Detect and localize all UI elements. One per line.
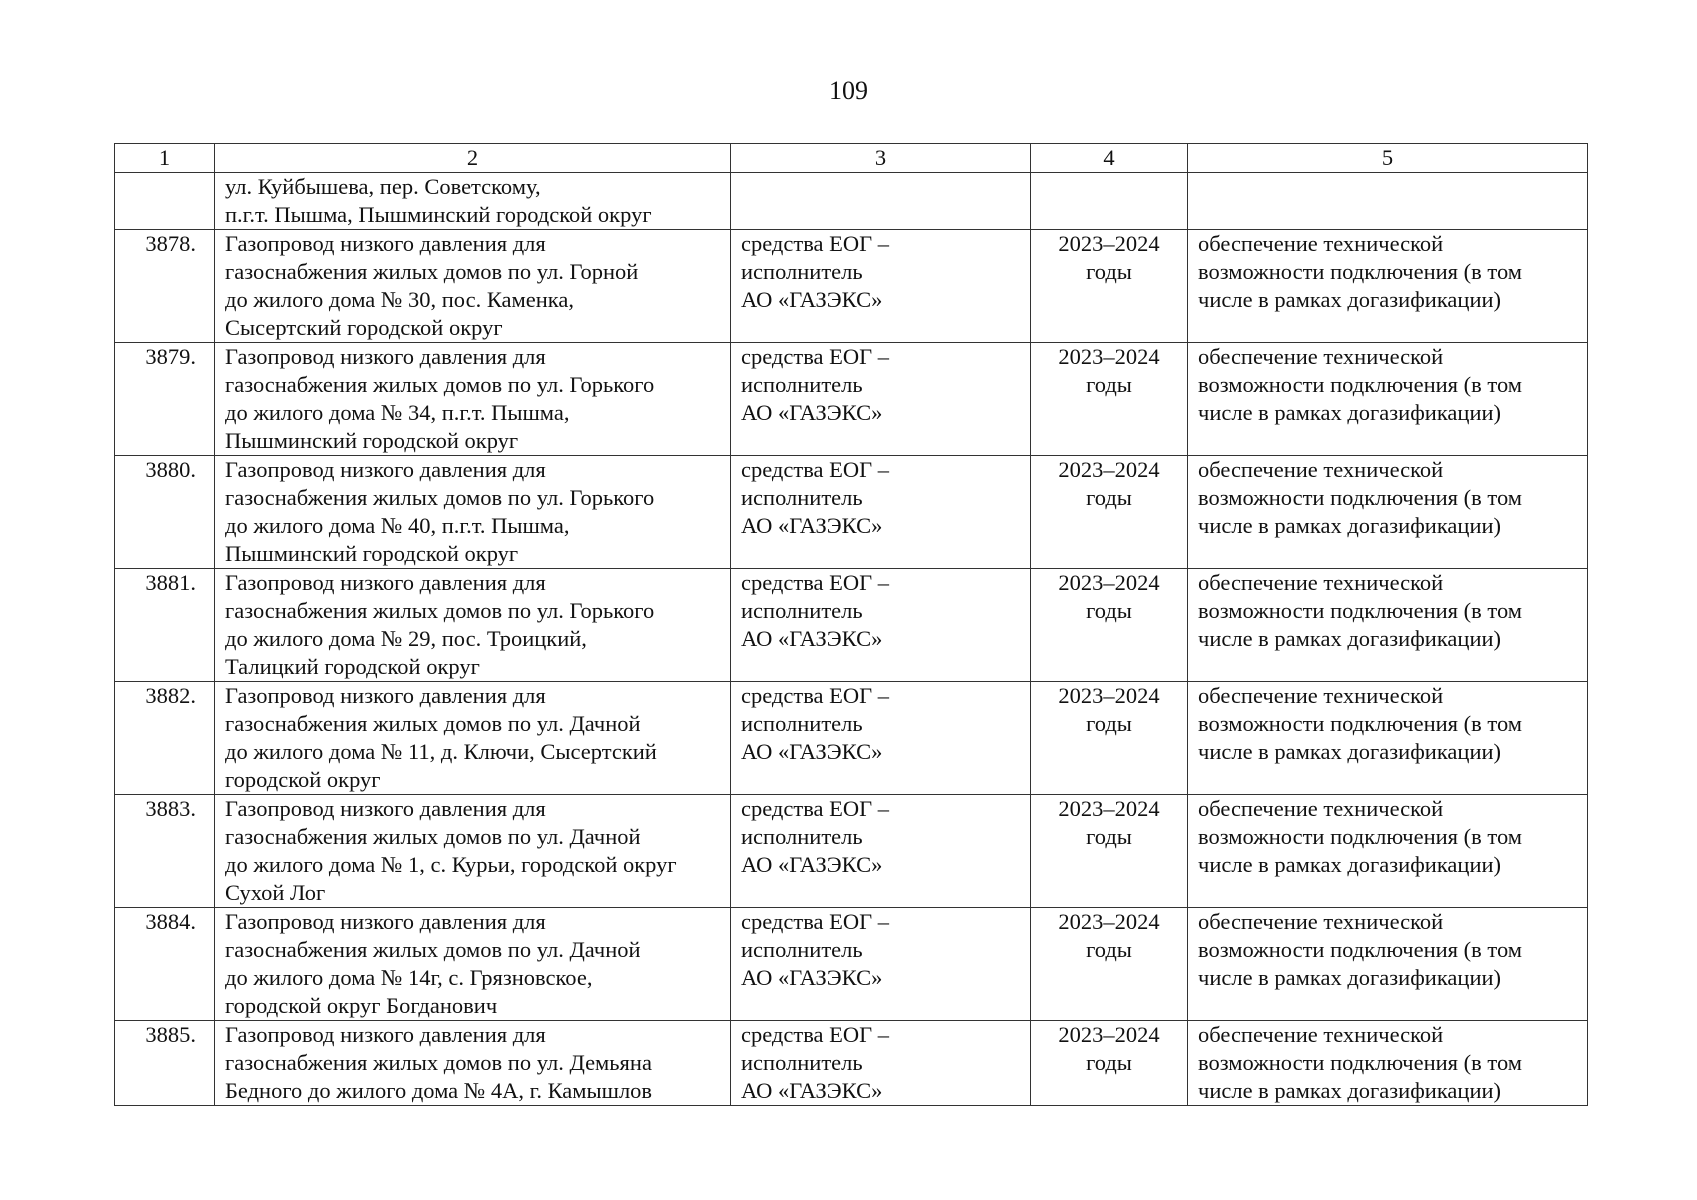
page-number: 109 — [829, 76, 868, 105]
object-name-cell: Газопровод низкого давления для газоснабжения жилых домов по ул. Горького до жилого дома № 29, пос. Троицкий, Талицкий городской округ — [215, 569, 731, 682]
purpose-cell: обеспечение технической возможности подключения (в том числе в рамках догазификации) — [1188, 569, 1588, 682]
funding-source-cell: средства ЕОГ – исполнитель АО «ГАЗЭКС» — [731, 795, 1031, 908]
gas-pipeline-table — [114, 143, 1588, 1106]
object-name-cell: Газопровод низкого давления для газоснабжения жилых домов по ул. Дачной до жилого дома № 11, д. Ключи, Сысертский городской округ — [215, 682, 731, 795]
object-name-cell: Газопровод низкого давления для газоснабжения жилых домов по ул. Горького до жилого дома № 40, п.г.т. Пышма, Пышминский городской округ — [215, 456, 731, 569]
purpose-cell: обеспечение технической возможности подключения (в том числе в рамках догазификации) — [1188, 682, 1588, 795]
row-number-cell: 3880. — [115, 456, 215, 569]
purpose-cell: обеспечение технической возможности подключения (в том числе в рамках догазификации) — [1188, 908, 1588, 1021]
purpose-cell — [1188, 173, 1588, 230]
funding-source-cell: средства ЕОГ – исполнитель АО «ГАЗЭКС» — [731, 682, 1031, 795]
row-number-cell: 3884. — [115, 908, 215, 1021]
funding-source-cell: средства ЕОГ – исполнитель АО «ГАЗЭКС» — [731, 1021, 1031, 1106]
purpose-cell: обеспечение технической возможности подключения (в том числе в рамках догазификации) — [1188, 230, 1588, 343]
period-cell: 2023–2024 годы — [1031, 569, 1188, 682]
row-number-cell: 3883. — [115, 795, 215, 908]
funding-source-cell: средства ЕОГ – исполнитель АО «ГАЗЭКС» — [731, 230, 1031, 343]
period-cell: 2023–2024 годы — [1031, 456, 1188, 569]
table-row — [115, 456, 1588, 569]
column-header: 2 — [215, 144, 731, 173]
purpose-cell: обеспечение технической возможности подключения (в том числе в рамках догазификации) — [1188, 1021, 1588, 1106]
table-row — [115, 795, 1588, 908]
funding-source-cell — [731, 173, 1031, 230]
funding-source-cell: средства ЕОГ – исполнитель АО «ГАЗЭКС» — [731, 908, 1031, 1021]
purpose-cell: обеспечение технической возможности подключения (в том числе в рамках догазификации) — [1188, 795, 1588, 908]
period-cell: 2023–2024 годы — [1031, 1021, 1188, 1106]
column-header: 4 — [1031, 144, 1188, 173]
column-number-row — [115, 144, 1588, 173]
funding-source-cell: средства ЕОГ – исполнитель АО «ГАЗЭКС» — [731, 569, 1031, 682]
object-name-cell: Газопровод низкого давления для газоснабжения жилых домов по ул. Дачной до жилого дома № 1, с. Курьи, городской округ Сухой Лог — [215, 795, 731, 908]
period-cell: 2023–2024 годы — [1031, 682, 1188, 795]
table-row — [115, 230, 1588, 343]
period-cell — [1031, 173, 1188, 230]
column-header: 1 — [115, 144, 215, 173]
continuation-row — [115, 173, 1588, 230]
object-name-cell: Газопровод низкого давления для газоснабжения жилых домов по ул. Горной до жилого дома № 30, пос. Каменка, Сысертский городской округ — [215, 230, 731, 343]
object-name-cell: ул. Куйбышева, пер. Советскому, п.г.т. Пышма, Пышминский городской округ — [215, 173, 731, 230]
object-name-cell: Газопровод низкого давления для газоснабжения жилых домов по ул. Горького до жилого дома № 34, п.г.т. Пышма, Пышминский городской округ — [215, 343, 731, 456]
object-name-cell: Газопровод низкого давления для газоснабжения жилых домов по ул. Демьяна Бедного до жилого дома № 4А, г. Камышлов — [215, 1021, 731, 1106]
table-row — [115, 569, 1588, 682]
table-row — [115, 343, 1588, 456]
purpose-cell: обеспечение технической возможности подключения (в том числе в рамках догазификации) — [1188, 456, 1588, 569]
row-number-cell: 3879. — [115, 343, 215, 456]
period-cell: 2023–2024 годы — [1031, 343, 1188, 456]
column-header: 3 — [731, 144, 1031, 173]
row-number-cell: 3885. — [115, 1021, 215, 1106]
row-number-cell: 3878. — [115, 230, 215, 343]
funding-source-cell: средства ЕОГ – исполнитель АО «ГАЗЭКС» — [731, 343, 1031, 456]
table-row — [115, 1021, 1588, 1106]
period-cell: 2023–2024 годы — [1031, 908, 1188, 1021]
object-name-cell: Газопровод низкого давления для газоснабжения жилых домов по ул. Дачной до жилого дома № 14г, с. Грязновское, городской округ Богданович — [215, 908, 731, 1021]
row-number-cell: 3882. — [115, 682, 215, 795]
row-number-cell: 3881. — [115, 569, 215, 682]
row-number-cell — [115, 173, 215, 230]
funding-source-cell: средства ЕОГ – исполнитель АО «ГАЗЭКС» — [731, 456, 1031, 569]
column-header: 5 — [1188, 144, 1588, 173]
period-cell: 2023–2024 годы — [1031, 230, 1188, 343]
purpose-cell: обеспечение технической возможности подключения (в том числе в рамках догазификации) — [1188, 343, 1588, 456]
period-cell: 2023–2024 годы — [1031, 795, 1188, 908]
table-row — [115, 682, 1588, 795]
table-row — [115, 908, 1588, 1021]
